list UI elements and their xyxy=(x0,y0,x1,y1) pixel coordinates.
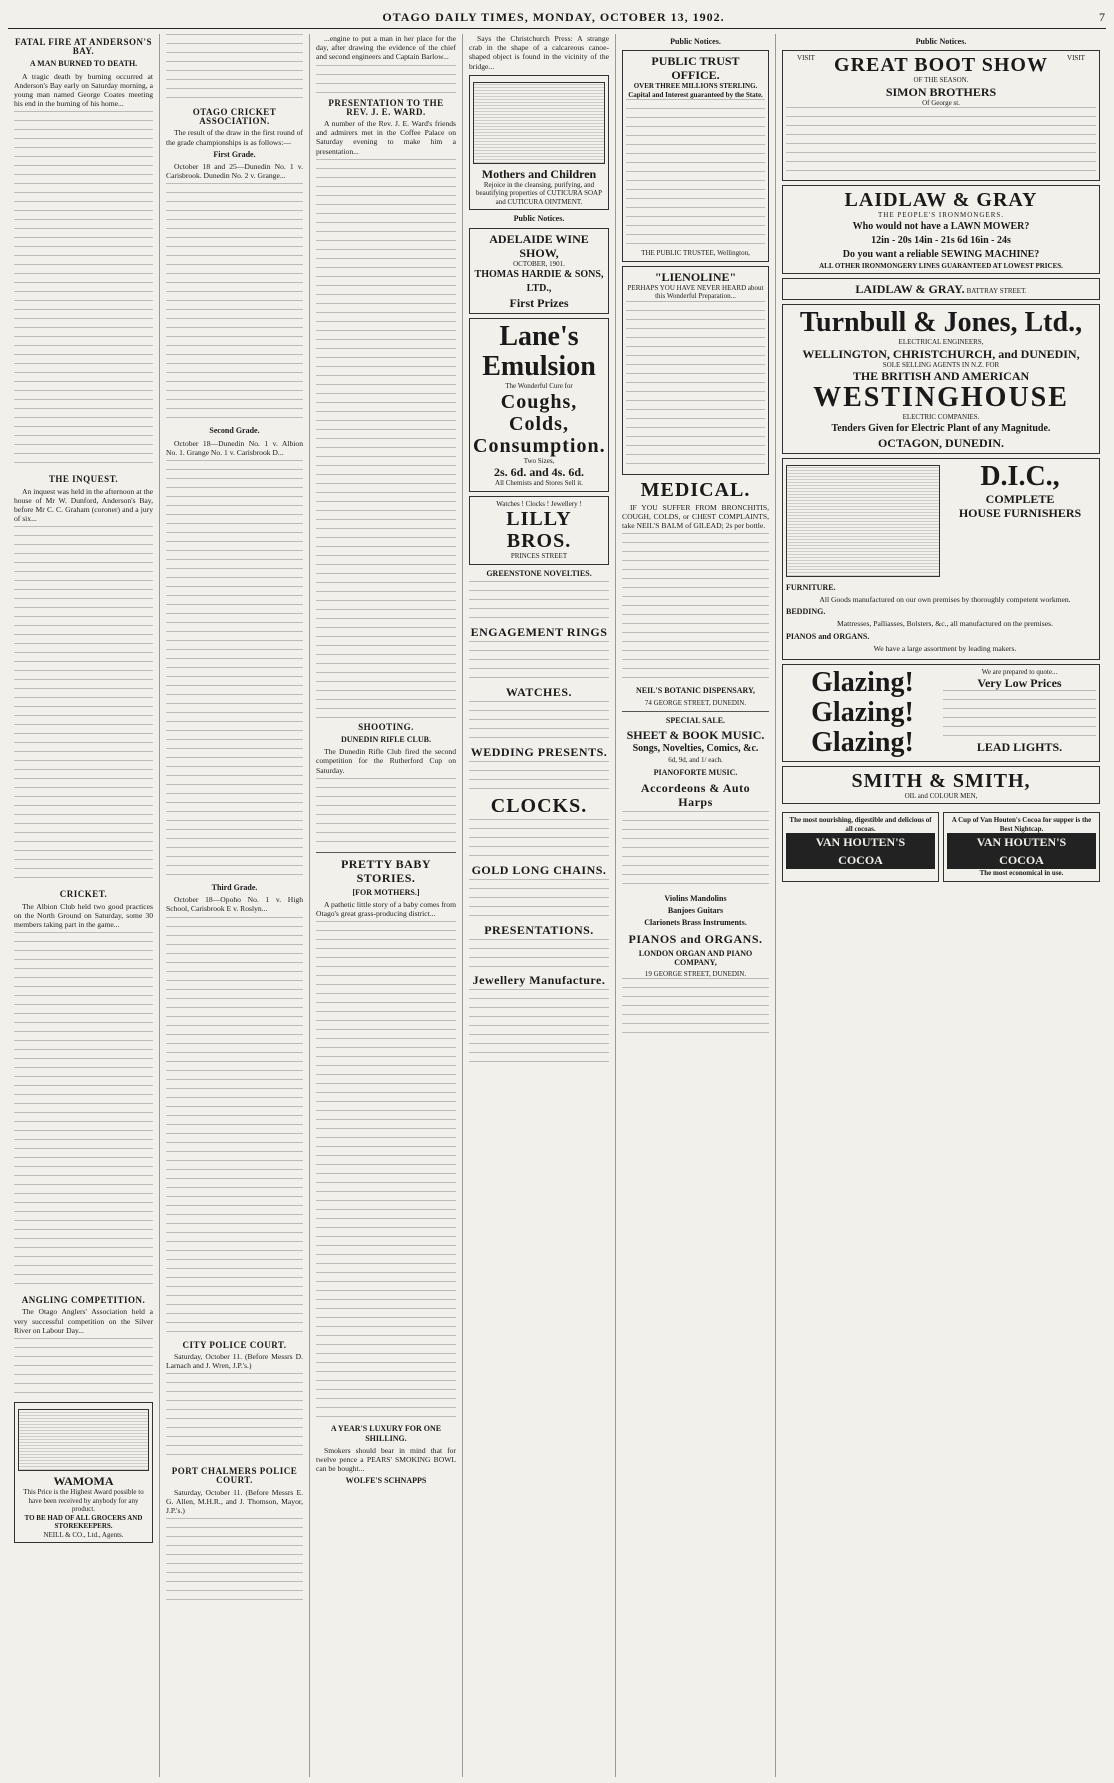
turnbull-jones-ad xyxy=(782,304,1100,454)
ad-title: Turnbull & Jones, Ltd., xyxy=(799,307,1083,339)
heading: PRETTY BABY STORIES. xyxy=(340,856,432,885)
ad-addr: 19 GEORGE STREET, DUNEDIN. xyxy=(644,969,747,978)
heading: Clarionets Brass Instruments. xyxy=(644,918,747,928)
page-number: 7 xyxy=(1098,9,1106,24)
body-text-placeholder xyxy=(14,1338,153,1398)
heading: BEDDING. xyxy=(786,607,826,617)
ad-q1: Who would not have a LAWN MOWER? xyxy=(852,220,1030,232)
cuticura-ad xyxy=(469,75,609,211)
column-3 xyxy=(310,34,463,1777)
ad-brand: WESTINGHOUSE xyxy=(813,382,1069,414)
body-text-placeholder xyxy=(786,107,1096,177)
dic-ad xyxy=(782,458,1100,660)
body-text-placeholder xyxy=(166,183,303,423)
ad-heading: WOLFE'S SCHNAPPS xyxy=(345,1476,427,1486)
ad-text: Rejoice in the cleansing, purifying, and beautifying properties of CUTICURA SOAP and CUTICURA OINTMENT. xyxy=(476,180,602,206)
ad-top: The most nourishing, digestible and delicious of all cocoas. xyxy=(789,816,932,833)
heading: ANGLING COMPETITION. xyxy=(21,1295,146,1306)
divider xyxy=(622,711,769,712)
heading: SPECIAL SALE. xyxy=(665,716,726,726)
section-label: Public Notices. xyxy=(513,214,565,224)
score-table-placeholder xyxy=(316,778,456,848)
paragraph: October 18 and 25—Dunedin No. 1 v. Carisbrook. Dunedin No. 2 v. Grange... xyxy=(166,162,303,181)
ad-title: "LIENOLINE" xyxy=(654,269,737,284)
ad-illustration xyxy=(473,82,605,164)
ad-line: Colds, xyxy=(509,412,569,435)
van-houten-ads xyxy=(782,808,1100,886)
ad-illustration xyxy=(18,1409,149,1471)
column-6 xyxy=(776,34,1106,1777)
body-text-placeholder xyxy=(316,921,456,1421)
body-text-placeholder xyxy=(166,1518,303,1608)
ad-low: Very Low Prices xyxy=(977,676,1062,691)
ad-title: SHEET & BOOK MUSIC. xyxy=(626,728,765,743)
ad-agents: SOLE SELLING AGENTS IN N.Z. FOR xyxy=(882,360,1000,369)
heading: PRESENTATIONS. xyxy=(484,922,594,937)
heading: PRESENTATION TO THE REV. J. E. WARD. xyxy=(328,97,444,117)
ad-row xyxy=(786,54,1096,107)
paragraph: Mattresses, Palliasses, Bolsters, &c., all manufactured on the premises. xyxy=(837,619,1053,629)
glazing-ad xyxy=(782,664,1100,762)
subheading: Second Grade. xyxy=(209,426,260,436)
van-houten-ad-left xyxy=(782,812,939,882)
ad-firm: SIMON BROTHERS xyxy=(885,84,997,99)
laidlaw-gray-strip xyxy=(782,278,1100,300)
lienoline-ad xyxy=(622,266,769,475)
paragraph: The Albion Club held two good practices on the North Ground on Saturday, some 30 members taking part in the game... xyxy=(14,901,153,930)
paragraph: The Dunedin Rifle Club fired the second competition for the Rutherford Cup on Saturday. xyxy=(316,747,456,775)
heading: ENGAGEMENT RINGS xyxy=(470,624,608,639)
ad-cocoa: COCOA xyxy=(786,851,935,869)
ad-sub: OVER THREE MILLIONS STERLING. xyxy=(633,82,758,91)
body-text-placeholder xyxy=(469,879,609,919)
ad-title: PIANOS and ORGANS. xyxy=(628,931,763,946)
ad-word: Glazing! xyxy=(811,696,914,728)
subheading: [FOR MOTHERS.] xyxy=(352,887,420,897)
body-text-placeholder xyxy=(626,99,765,249)
paragraph: All Goods manufactured on our own premises by thoroughly competent workmen. xyxy=(819,594,1071,604)
ad-center xyxy=(830,54,1052,107)
ad-sub2: HOUSE FURNISHERS xyxy=(958,505,1082,520)
ad-tender: Tenders Given for Electric Plant of any Magnitude. xyxy=(831,422,1051,434)
laidlaw-gray-ad xyxy=(782,185,1100,274)
ad-lead: LEAD LIGHTS. xyxy=(976,740,1063,755)
body-text-placeholder xyxy=(622,533,769,683)
ad-line: First Prizes xyxy=(509,296,569,311)
body-text-placeholder xyxy=(166,34,303,104)
ad-text: This Price is the Highest Award possible to have been received by anybody for any product. xyxy=(23,1488,144,1514)
column-4 xyxy=(463,34,616,1777)
public-trust-ad xyxy=(622,50,769,262)
ad-name: LILLY BROS. xyxy=(506,508,572,553)
paragraph: October 18—Opoho No. 1 v. High School, Carisbrook E v. Roslyn... xyxy=(166,895,303,914)
ad-cities: WELLINGTON, CHRISTCHURCH, and DUNEDIN, xyxy=(802,346,1080,361)
ad-word: Glazing! xyxy=(811,666,914,698)
ad-right xyxy=(943,668,1096,758)
ad-visit: VISIT xyxy=(797,54,815,63)
columns xyxy=(8,34,1106,1777)
heading: FURNITURE. xyxy=(786,582,836,592)
ad-sold: All Chemists and Stores Sell it. xyxy=(495,479,583,488)
ad-title: WAMOMA xyxy=(53,1474,114,1489)
ad-title: ADELAIDE WINE SHOW, xyxy=(489,231,589,260)
body-text-placeholder xyxy=(469,701,609,741)
ad-sizes: Two Sizes, xyxy=(523,456,555,465)
body-text-placeholder xyxy=(14,932,153,1292)
ad-illustration xyxy=(786,465,940,577)
body-text-placeholder xyxy=(14,526,153,886)
ad-line: Consumption. xyxy=(473,434,606,457)
subheading: DUNEDIN RIFLE CLUB. xyxy=(340,735,431,745)
paragraph: A tragic death by burning occurred at Anderson's Bay early on Saturday morning, a young man named George Coates meeting his end in the burning of his home... xyxy=(14,71,153,109)
paragraph: Says the Christchurch Press: A strange crab in the shape of a calcareous canoe-shaped object is found in the vicinity of the bridge... xyxy=(469,34,609,71)
smith-smith-ad xyxy=(782,766,1100,805)
heading: FATAL FIRE AT ANDERSON'S BAY. xyxy=(15,37,152,57)
paragraph: Smokers should bear in mind that for twelve pence a PEARS' SMOKING BOWL can be bought... xyxy=(316,1445,456,1474)
column-2 xyxy=(160,34,310,1777)
heading: Jewellery Manufacture. xyxy=(472,972,606,987)
masthead-title: OTAGO DAILY TIMES, MONDAY, OCTOBER 13, 1902. xyxy=(382,9,725,24)
subheading: Third Grade. xyxy=(211,883,258,893)
ad-of: Of George st. xyxy=(922,98,960,107)
subheading: A MAN BURNED TO DEATH. xyxy=(29,59,138,69)
subheading: First Grade. xyxy=(213,149,256,159)
ad-title: SMITH & SMITH, xyxy=(851,769,1031,792)
lilly-bros-ad xyxy=(469,496,609,565)
heading: CLOCKS. xyxy=(490,794,588,817)
body-text-placeholder xyxy=(14,111,153,471)
section-label: Public Notices. xyxy=(915,37,967,46)
paragraph: Saturday, October 11. (Before Messrs E. G. Allen, M.H.R., and J. Thomson, Mayor, J.P.'s.) xyxy=(166,1487,303,1516)
heading: PORT CHALMERS POLICE COURT. xyxy=(171,1466,298,1486)
ad-sub: OCTOBER, 1901. xyxy=(513,259,565,268)
ad-row xyxy=(786,668,1096,758)
subheading: A YEAR'S LUXURY FOR ONE SHILLING. xyxy=(330,1424,442,1443)
ad-top: Watches ! Clocks ! Jewellery ! xyxy=(496,499,582,508)
body-text-placeholder xyxy=(166,460,303,880)
ad-sub: Songs, Novelties, Comics, &c. xyxy=(632,743,759,755)
heading: THE INQUEST. xyxy=(48,474,119,485)
heading: GREENSTONE NOVELTIES. xyxy=(486,568,592,578)
ad-text: PERHAPS YOU HAVE NEVER HEARD about this Wonderful Preparation... xyxy=(627,283,764,301)
heading: GOLD LONG CHAINS. xyxy=(471,862,607,877)
heading: PIANOS and ORGANS. xyxy=(786,631,870,641)
paragraph: We have a large assortment by leading makers. xyxy=(873,643,1017,653)
body-text-placeholder xyxy=(316,159,456,719)
body-text-placeholder xyxy=(166,917,303,1337)
ad-text-block xyxy=(944,462,1096,580)
ad-big: Emulsion xyxy=(482,351,596,383)
body-text-placeholder xyxy=(626,301,765,471)
ad-title: GREAT BOOT SHOW xyxy=(834,54,1048,77)
ad-co: THE BRITISH AND AMERICAN xyxy=(852,369,1030,384)
ad-firm: THOMAS HARDIE & SONS, LTD., xyxy=(474,269,604,295)
heading: Violins Mandolins xyxy=(664,893,727,903)
ad-title: LONDON ORGAN AND PIANO COMPANY, xyxy=(638,948,753,967)
body-text-placeholder xyxy=(469,939,609,969)
body-text-placeholder xyxy=(316,65,456,95)
price-list-placeholder xyxy=(622,811,769,891)
ad-price: 6d, 9d, and 1/ each. xyxy=(668,756,723,765)
ad-title: D.I.C., xyxy=(980,460,1060,492)
ad-addr: PRINCES STREET xyxy=(510,552,568,561)
body-text-placeholder xyxy=(469,761,609,791)
paragraph: The result of the draw in the first round of the grade championships is as follows:— xyxy=(166,128,303,147)
ad-title: NEIL'S BOTANIC DISPENSARY, xyxy=(635,686,756,696)
masthead xyxy=(8,6,1106,29)
heading: Banjoes Guitars xyxy=(667,906,724,916)
paragraph: A number of the Rev. J. E. Ward's friends and admirers met in the Coffee Palace on Saturday evening to make him a presentation... xyxy=(316,119,456,156)
lanes-emulsion-ad xyxy=(469,318,609,492)
ad-sub: COMPLETE xyxy=(985,491,1055,506)
paragraph: An inquest was held in the afternoon at the house of Mr W. Dunford, Anderson's Bay, before Mr C. C. Graham (coroner) and a jury of six... xyxy=(14,486,153,524)
heading: SHOOTING. xyxy=(358,721,414,732)
ad-brand: VAN HOUTEN'S xyxy=(786,833,935,851)
ad-title: PUBLIC TRUST OFFICE. xyxy=(651,54,740,83)
column-1 xyxy=(8,34,160,1777)
ad-title: Lane's xyxy=(499,321,579,353)
body-text-placeholder xyxy=(943,690,1096,740)
ad-sub: OIL and COLOUR MEN, xyxy=(904,791,978,800)
ad-footer: TO BE HAD OF ALL GROCERS AND STOREKEEPERS. xyxy=(24,1513,143,1531)
ad-line: Capital and Interest guaranteed by the State. xyxy=(628,90,763,99)
body-text-placeholder xyxy=(469,581,609,621)
paragraph: ...engine to put a man in her place for the day, after drawing the evidence of the chief and second engineers and Captain Barlow... xyxy=(316,34,456,62)
ad-sub: OF THE SEASON. xyxy=(913,76,969,85)
ad-agent: NEILL & CO., Ltd., Agents. xyxy=(43,1530,124,1539)
paragraph: A pathetic little story of a baby comes from Otago's great grass-producing district... xyxy=(316,900,457,919)
heading: CRICKET. xyxy=(59,889,108,900)
ad-foot: ALL OTHER IRONMONGERY LINES GUARANTEED AT LOWEST PRICES. xyxy=(819,261,1063,270)
heading: OTAGO CRICKET ASSOCIATION. xyxy=(192,107,277,127)
paragraph: Saturday, October 11. (Before Messrs D. Larnach and J. Wren, J.P.'s.) xyxy=(166,1351,303,1371)
heading: Accordeons & Auto Harps xyxy=(640,780,751,809)
paragraph: IF YOU SUFFER FROM BRONCHITIS, COUGH, COLDS, or CHEST COMPLAINTS, take NEIL'S BALM of GILEAD; 2s per bottle. xyxy=(622,502,769,531)
ad-foot: The most economical in use. xyxy=(979,869,1064,878)
ad-place: OCTAGON, DUNEDIN. xyxy=(877,435,1005,450)
heading: PIANOFORTE MUSIC. xyxy=(653,767,738,777)
wamoma-ad xyxy=(14,1402,153,1543)
ad-price: 2s. 6d. and 4s. 6d. xyxy=(493,465,585,480)
ad-footer: THE PUBLIC TRUSTEE, Wellington, xyxy=(641,249,750,258)
van-houten-ad-right xyxy=(943,812,1100,882)
ad-word: Glazing! xyxy=(811,726,914,758)
body-text-placeholder xyxy=(622,978,769,1038)
ad-left xyxy=(786,668,939,758)
ad-q2: Do you want a reliable SEWING MACHINE? xyxy=(842,248,1040,260)
heading: WEDDING PRESENTS. xyxy=(470,744,608,759)
ad-addr: 74 GEORGE STREET, DUNEDIN. xyxy=(644,698,747,707)
ad-cocoa: COCOA xyxy=(947,851,1096,869)
heading: MEDICAL. xyxy=(640,478,751,501)
divider xyxy=(316,852,456,853)
ad-sub: THE PEOPLE'S IRONMONGERS. xyxy=(877,211,1005,220)
ad-title: Mothers and Children xyxy=(481,166,597,181)
column-5 xyxy=(616,34,776,1777)
ad-sub: BATTRAY STREET. xyxy=(966,287,1027,296)
ad-sub: The Wonderful Cure for xyxy=(505,382,573,391)
paragraph: The Otago Anglers' Association held a very successful competition on the Silver River on Labour Day... xyxy=(14,1307,153,1335)
ad-line: Coughs, xyxy=(500,390,578,413)
ad-top: A Cup of Van Houten's Cocoa for supper is the Best Nightcap. xyxy=(951,816,1092,833)
body-text-placeholder xyxy=(469,819,609,859)
hardie-wine-ad xyxy=(469,228,609,315)
body-text-placeholder xyxy=(166,1373,303,1463)
body-text-placeholder xyxy=(469,641,609,681)
paragraph: October 18—Dunedin No. 1 v. Albion No. 1. Grange No. 1 v. Carisbrook D... xyxy=(166,438,303,457)
ad-elec: ELECTRIC COMPANIES. xyxy=(902,413,980,422)
ad-right-text: We are prepared to quote... xyxy=(981,667,1058,676)
ad-sizes: 12in - 20s 14in - 21s 6d 16in - 24s xyxy=(871,234,1011,246)
simon-brothers-ad xyxy=(782,50,1100,181)
heading: CITY POLICE COURT. xyxy=(182,1339,287,1350)
heading: WATCHES. xyxy=(505,684,573,699)
ad-title: LAIDLAW & GRAY. xyxy=(855,282,965,297)
ad-visit: VISIT xyxy=(1067,54,1085,63)
body-text-placeholder xyxy=(469,989,609,1069)
ad-sub: ELECTRICAL ENGINEERS, xyxy=(898,338,984,347)
ad-brand: VAN HOUTEN'S xyxy=(947,833,1096,851)
ad-row xyxy=(786,462,1096,580)
ad-title: LAIDLAW & GRAY xyxy=(844,189,1038,212)
section-label: Public Notices. xyxy=(670,37,721,46)
